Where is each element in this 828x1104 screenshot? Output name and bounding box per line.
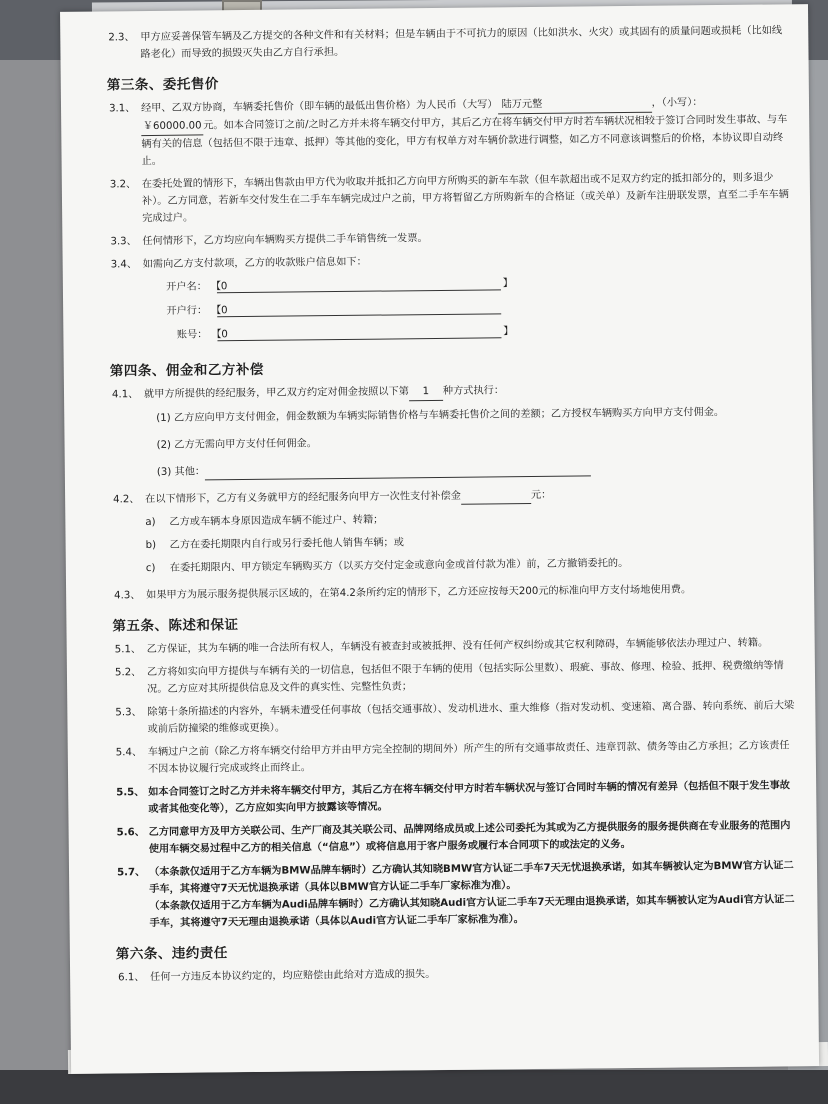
commission-option-choice: 1	[409, 383, 443, 401]
clause-5-6	[109, 817, 799, 858]
item-mark: b)	[145, 539, 157, 552]
clause-number: 4.3、	[114, 590, 141, 602]
clause-number: 3.3、	[110, 236, 137, 248]
clause-number: 5.1、	[114, 644, 142, 656]
clause-number: 4.2、	[113, 494, 140, 506]
clause-text-pre: 经甲、乙双方协商，车辆委托售价（即车辆的最低出售价格）为人民币（大写）	[140, 99, 498, 115]
section-heading-6: 第六条、违约责任	[115, 945, 228, 963]
clause-text: 任何一方违反本协议约定的，均应赔偿由此给对方造成的损失。	[150, 969, 436, 984]
clause-text: 乙方将如实向甲方提供与车辆有关的一切信息，包括但不限于车辆的使用（包括实际公里数）、瑕疵、事故、修理、检验、抵押、税费缴纳等情况。乙方应对其所提供信息及文件的真实性、完整性负责；	[146, 660, 784, 696]
clause-6-1	[110, 962, 800, 986]
clause-3-1	[101, 93, 792, 170]
clause-text-post: 元。如本合同签订之前/之时乙方并未将车辆交付甲方，其后乙方在将车辆交付甲方时若车辆状况相较于签订合同时发生事故、与车辆有关的信息（包括但不限于违章、抵押）等其他的变化，甲方有权单方对车辆价款进行调整，如乙方不同意该调整后的价格，本协议即自动终止。	[141, 114, 788, 168]
clause-text: 乙方保证，其为车辆的唯一合法所有权人，车辆没有被查封或被抵押、没有任何产权纠纷或其它权利障碍，车辆能够依法办理过户、转籍。	[146, 637, 769, 656]
field-label: 账号：	[176, 329, 208, 341]
bank-name-field[interactable]	[103, 296, 793, 321]
clause-5-2	[107, 657, 797, 698]
clause-number: 4.1、	[111, 389, 139, 401]
clause-text-pre: 在以下情形下，乙方有义务就甲方的经纪服务向甲方一次性支付补偿金	[145, 490, 461, 506]
clause-3-4	[103, 249, 793, 273]
item-mark: a)	[145, 516, 156, 529]
clause-4-1	[104, 379, 794, 404]
field-value: 0	[221, 329, 228, 341]
contract-body	[100, 18, 800, 992]
clause-text: 车辆过户之前（除乙方将车辆交付给甲方并由甲方完全控制的期间外）所产生的所有交通事故责任、违章罚款、债务等由乙方承担；乙方该责任不因本协议履行完成或终止而终止。	[147, 740, 790, 776]
clause-text: 如果甲方为展示服务提供展示区域的，在第4.2条所约定的情形下，乙方还应按每天200元的标准向甲方支付场地使用费。	[146, 584, 692, 602]
section-heading-4: 第四条、佣金和乙方补偿	[109, 361, 264, 380]
compensation-blank[interactable]	[461, 491, 531, 505]
clause-text: 如本合同签订之时乙方并未将车辆交付甲方，其后乙方在将车辆交付甲方时若车辆状况与签订合同时车辆的情况有差异（包括但不限于发生事故或者其他变化等），乙方应如实向甲方披露该等情况。	[148, 780, 791, 816]
field-label: 开户行：	[166, 305, 208, 317]
commission-option-2: (2) 乙方无需向甲方支付任何佣金。	[156, 438, 317, 451]
clause-text: 乙方同意甲方及甲方关联公司、生产厂商及其关联公司、品牌网络成员或上述公司委托为其或为乙方提供服务的服务提供商在专业服务的范围内使用车辆交易过程中乙方的相关信息（“信息”）或将信息用于客户服务或履行本合同项下的或法定的义务。	[148, 820, 791, 856]
field-underline	[217, 289, 501, 293]
clause-text-post: 种方式执行：	[442, 385, 505, 397]
item-text: 乙方在委托期限内自行或另行委托他人销售车辆；或	[169, 537, 404, 551]
clause-text-audi: （本条款仅适用于乙方车辆为Audi品牌车辆时）乙方确认其知晓Audi官方认证二手车7天无理由退换承诺，如其车辆被认定为Audi官方认证二手车，其将遵守7天无理由退换承诺（具体以Audi官方认证二手车厂家标准为准）。	[149, 894, 795, 930]
clause-number: 5.3、	[115, 707, 142, 719]
item-mark: c)	[145, 562, 156, 575]
clause-4-2	[105, 484, 795, 508]
bracket-open: 【	[210, 281, 222, 293]
option-label: (3) 其他：	[156, 466, 206, 478]
list-item	[105, 507, 795, 531]
field-value: 0	[220, 281, 228, 293]
account-name-field[interactable]	[103, 272, 793, 297]
clause-5-1	[107, 634, 797, 658]
other-option-blank[interactable]	[205, 463, 591, 480]
clause-text-post: 元：	[530, 489, 552, 502]
clause-number: 3.1、	[108, 103, 136, 115]
desk-background-bottom	[0, 1070, 828, 1104]
clause-number: 3.4、	[110, 259, 138, 271]
clause-3-3	[102, 226, 792, 250]
clause-text: 在委托处置的情形下，车辆出售款由甲方代为收取并抵扣乙方向甲方所购买的新车车款（但车款超出或不足双方约定的抵扣部分的，则多退少补）。乙方同意，若新车交付发生在二手车车辆完成过户之前，甲方将暂留乙方所购新车的合格证（或关单）及新车注册联发票，直至二手车车辆完成过户。	[141, 172, 789, 225]
item-text: 在委托期限内、甲方锁定车辆购买方（以买方交付定金或意向金或首付款为准）前，乙方撤销委托的。	[169, 557, 629, 574]
clause-text-bmw: （本条款仅适用于乙方车辆为BMW品牌车辆时）乙方确认其知晓BMW官方认证二手车7天无忧退换承诺，如其车辆被认定为BMW官方认证二手车，其将遵守7天无忧退换承诺（具体以BMW官方认证二手车厂家标准为准）。	[148, 860, 794, 896]
field-underline	[217, 313, 501, 317]
clause-text: 除第十条所描述的内容外，车辆未遭受任何事故（包括交通事故）、发动机进水、重大维修（指对发动机、变速箱、离合器、转向系统、前后大梁或前后防撞梁的维修或更换）。	[147, 700, 795, 736]
clause-number: 5.5、	[116, 787, 145, 799]
list-item	[106, 553, 796, 577]
clause-number: 6.1、	[118, 972, 145, 984]
clause-text: 甲方应妥善保管车辆及乙方提交的各种文件和有关材料；但是车辆由于不可抗力的原因（比如洪水、火灾）或其固有的质量问题或损耗（比如线路老化）而导致的损毁灭失由乙方自行承担。	[140, 25, 783, 61]
item-text: 乙方或车辆本身原因造成车辆不能过户、转籍；	[169, 514, 384, 528]
clause-number: 3.2、	[109, 179, 137, 191]
commission-option-1: (1) 乙方应向甲方支付佣金，佣金数额为车辆实际销售价格与车辆委托售价之间的差额；乙方授权车辆购买方向甲方支付佣金。	[156, 406, 725, 424]
list-item	[106, 530, 796, 554]
commission-option-3	[105, 457, 795, 481]
clause-5-3	[107, 697, 797, 738]
clause-4-3	[106, 580, 796, 604]
section-heading-5: 第五条、陈述和保证	[112, 617, 239, 635]
bracket-close: 】	[503, 326, 514, 338]
clause-2-3	[100, 22, 790, 63]
price-in-words: 陆万元整	[497, 95, 651, 115]
account-number-field[interactable]	[103, 320, 793, 345]
clause-number: 5.7、	[116, 867, 146, 879]
clause-number: 5.4、	[115, 747, 143, 759]
contract-page	[60, 4, 819, 1074]
field-value: 0	[221, 305, 228, 317]
clause-number: 2.3、	[108, 32, 135, 44]
clause-3-2	[102, 169, 792, 227]
price-in-figures: ￥60000.00	[141, 117, 203, 136]
bracket-close: 】	[502, 278, 514, 290]
clause-text-mid: ，（小写）：	[651, 97, 703, 109]
clause-text: 如需向乙方支付款项，乙方的收款账户信息如下：	[142, 256, 367, 271]
field-label: 开户名：	[166, 281, 207, 293]
bracket-open: 【	[211, 305, 222, 317]
clause-5-7	[109, 857, 800, 932]
clause-text: 任何情形下，乙方均应向车辆购买方提供二手车销售统一发票。	[142, 233, 428, 248]
clause-5-4	[108, 737, 798, 778]
section-heading-3: 第三条、委托售价	[106, 76, 219, 94]
clause-text-pre: 就甲方所提供的经纪服务，甲乙双方约定对佣金按照以下第	[143, 386, 409, 401]
clause-5-5	[108, 777, 798, 818]
clause-number: 5.2、	[114, 667, 142, 679]
field-underline	[217, 337, 501, 341]
clause-number: 5.6、	[116, 827, 145, 839]
bracket-open: 【	[211, 329, 222, 341]
